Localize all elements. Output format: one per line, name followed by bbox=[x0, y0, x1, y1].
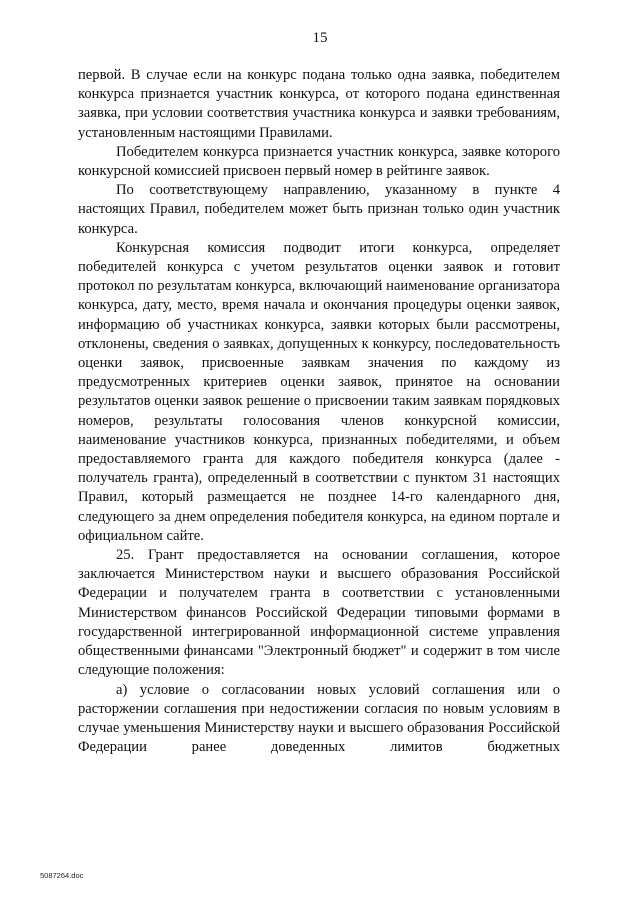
footer-filename: 5087264.doc bbox=[40, 871, 84, 880]
paragraph-winner-single-application: первой. В случае если на конкурс подана только одна заявка, победителем конкурса признается участник конкурса, от которого подана единственная заявка, при условии соответствия участника конкурса и заявки требованиям, установленным настоящими Правилами. bbox=[78, 67, 560, 141]
paragraph-subitem-a: а) условие о согласовании новых условий соглашения или о расторжении соглашения при недостижении согласия по новым условиям в случае уменьшения Министерству науки и высшего образования Российской Федерации ранее доведенных лимитов бюджетных bbox=[78, 681, 560, 756]
page-number: 15 bbox=[312, 30, 328, 46]
paragraph-commission-protocol: Конкурсная комиссия подводит итоги конкурса, определяет победителей конкурса с учетом результатов оценки заявок и готовит протокол по результатам конкурса, включающий наименование организатора конкурса, дату, место, время начала и окончания процедуры оценки заявок, информацию об участниках конкурса, заявки которых были рассмотрены, отклонены, сведения о заявках, допущенных к конкурсу, последовательность оценки заявок, присвоенные заявкам значения по каждому из предусмотренных критериев оценки заявок, принятое на основании результатов оценки заявок решение о присвоении таким заявкам порядковых номеров, результаты голосования членов конкурсной комиссии, наименование участников конкурса, признанных победителями, и объем предоставляемого гранта для каждого победителя конкурса (далее - получатель гранта), определенный в соответствии с пунктом 31 настоящих Правил, который размещается не позднее 14-го календарного дня, следующего за днем определения победителя конкурса, на едином портале и официальном сайте. bbox=[78, 239, 560, 544]
paragraph-one-winner-per-direction: По соответствующему направлению, указанному в пункте 4 настоящих Правил, победителем может быть признан только один участник конкурса. bbox=[78, 182, 560, 237]
paragraph-winner-rating: Победителем конкурса признается участник конкурса, заявке которого конкурсной комиссией присвоен первый номер в рейтинге заявок. bbox=[78, 143, 560, 180]
document-body bbox=[78, 66, 560, 757]
paragraph-item-25-grant-agreement: 25. Грант предоставляется на основании соглашения, которое заключается Министерством науки и высшего образования Российской Федерации и получателем гранта в соответствии с установленными Министерством финансов Российской Федерации типовыми формами в государственной интегрированной информационной системе управления общественными финансами "Электронный бюджет" и содержит в том числе следующие положения: bbox=[78, 547, 560, 679]
